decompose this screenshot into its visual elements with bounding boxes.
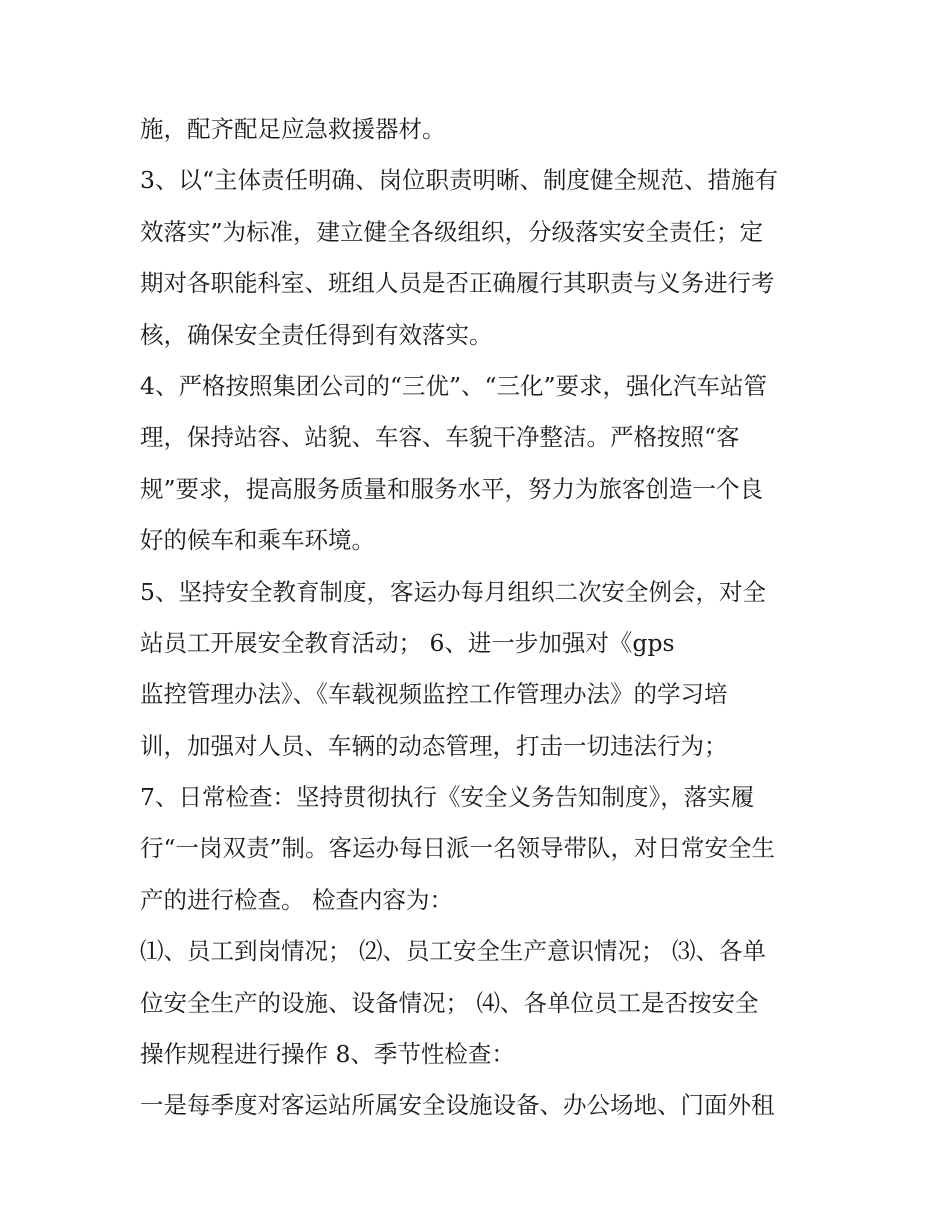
text-line: 一是每季度对客运站所属安全设施设备、办公场地、门面外租: [140, 1091, 775, 1120]
text-line: 3、以“主体责任明确、岗位职责明晰、制度健全规范、措施有: [140, 166, 778, 195]
text-line: 理，保持站容、站貌、车容、车貌干净整洁。严格按照“客: [140, 423, 740, 452]
document-body: [140, 104, 830, 1132]
text-line: 行“一岗双责”制。客运办每日派一名领导带队，对日常安全生: [140, 834, 776, 863]
text-line: 5、坚持安全教育制度，客运办每月组织二次安全例会，对全: [140, 577, 766, 606]
text-line: 核，确保安全责任得到有效落实。: [140, 320, 493, 349]
text-line: 训，加强对人员、车辆的动态管理，打击一切违法行为；: [140, 731, 728, 760]
text-line: 7、日常检查：坚持贯彻执行《安全义务告知制度》，落实履: [140, 783, 755, 812]
text-line: 监控管理办法》、《车载视频监控工作管理办法》的学习培: [140, 680, 728, 709]
text-line: 位安全生产的设施、设备情况； ⑷、各单位员工是否按安全: [140, 988, 759, 1017]
text-line: 期对各职能科室、班组人员是否正确履行其职责与义务进行考: [140, 269, 775, 298]
text-line: 好的候车和乘车环境。: [140, 526, 375, 555]
text-line: 施，配齐配足应急救援器材。: [140, 115, 446, 143]
text-line: 规”要求，提高服务质量和服务水平，努力为旅客创造一个良: [140, 474, 764, 503]
text-line: ⑴、员工到岗情况； ⑵、员工安全生产意识情况； ⑶、各单: [140, 937, 766, 966]
text-line: 产的进行检查。 检查内容为：: [140, 885, 453, 914]
text-line: 站员工开展安全教育活动； 6、进一步加强对《gps: [140, 628, 675, 657]
text-line: 4、严格按照集团公司的“三优”、“三化”要求，强化汽车站管: [140, 371, 768, 400]
text-line: 操作规程进行操作 8、季节性检查：: [140, 1040, 515, 1069]
text-line: 效落实”为标准，建立健全各级组织，分级落实安全责任；定: [140, 217, 764, 246]
